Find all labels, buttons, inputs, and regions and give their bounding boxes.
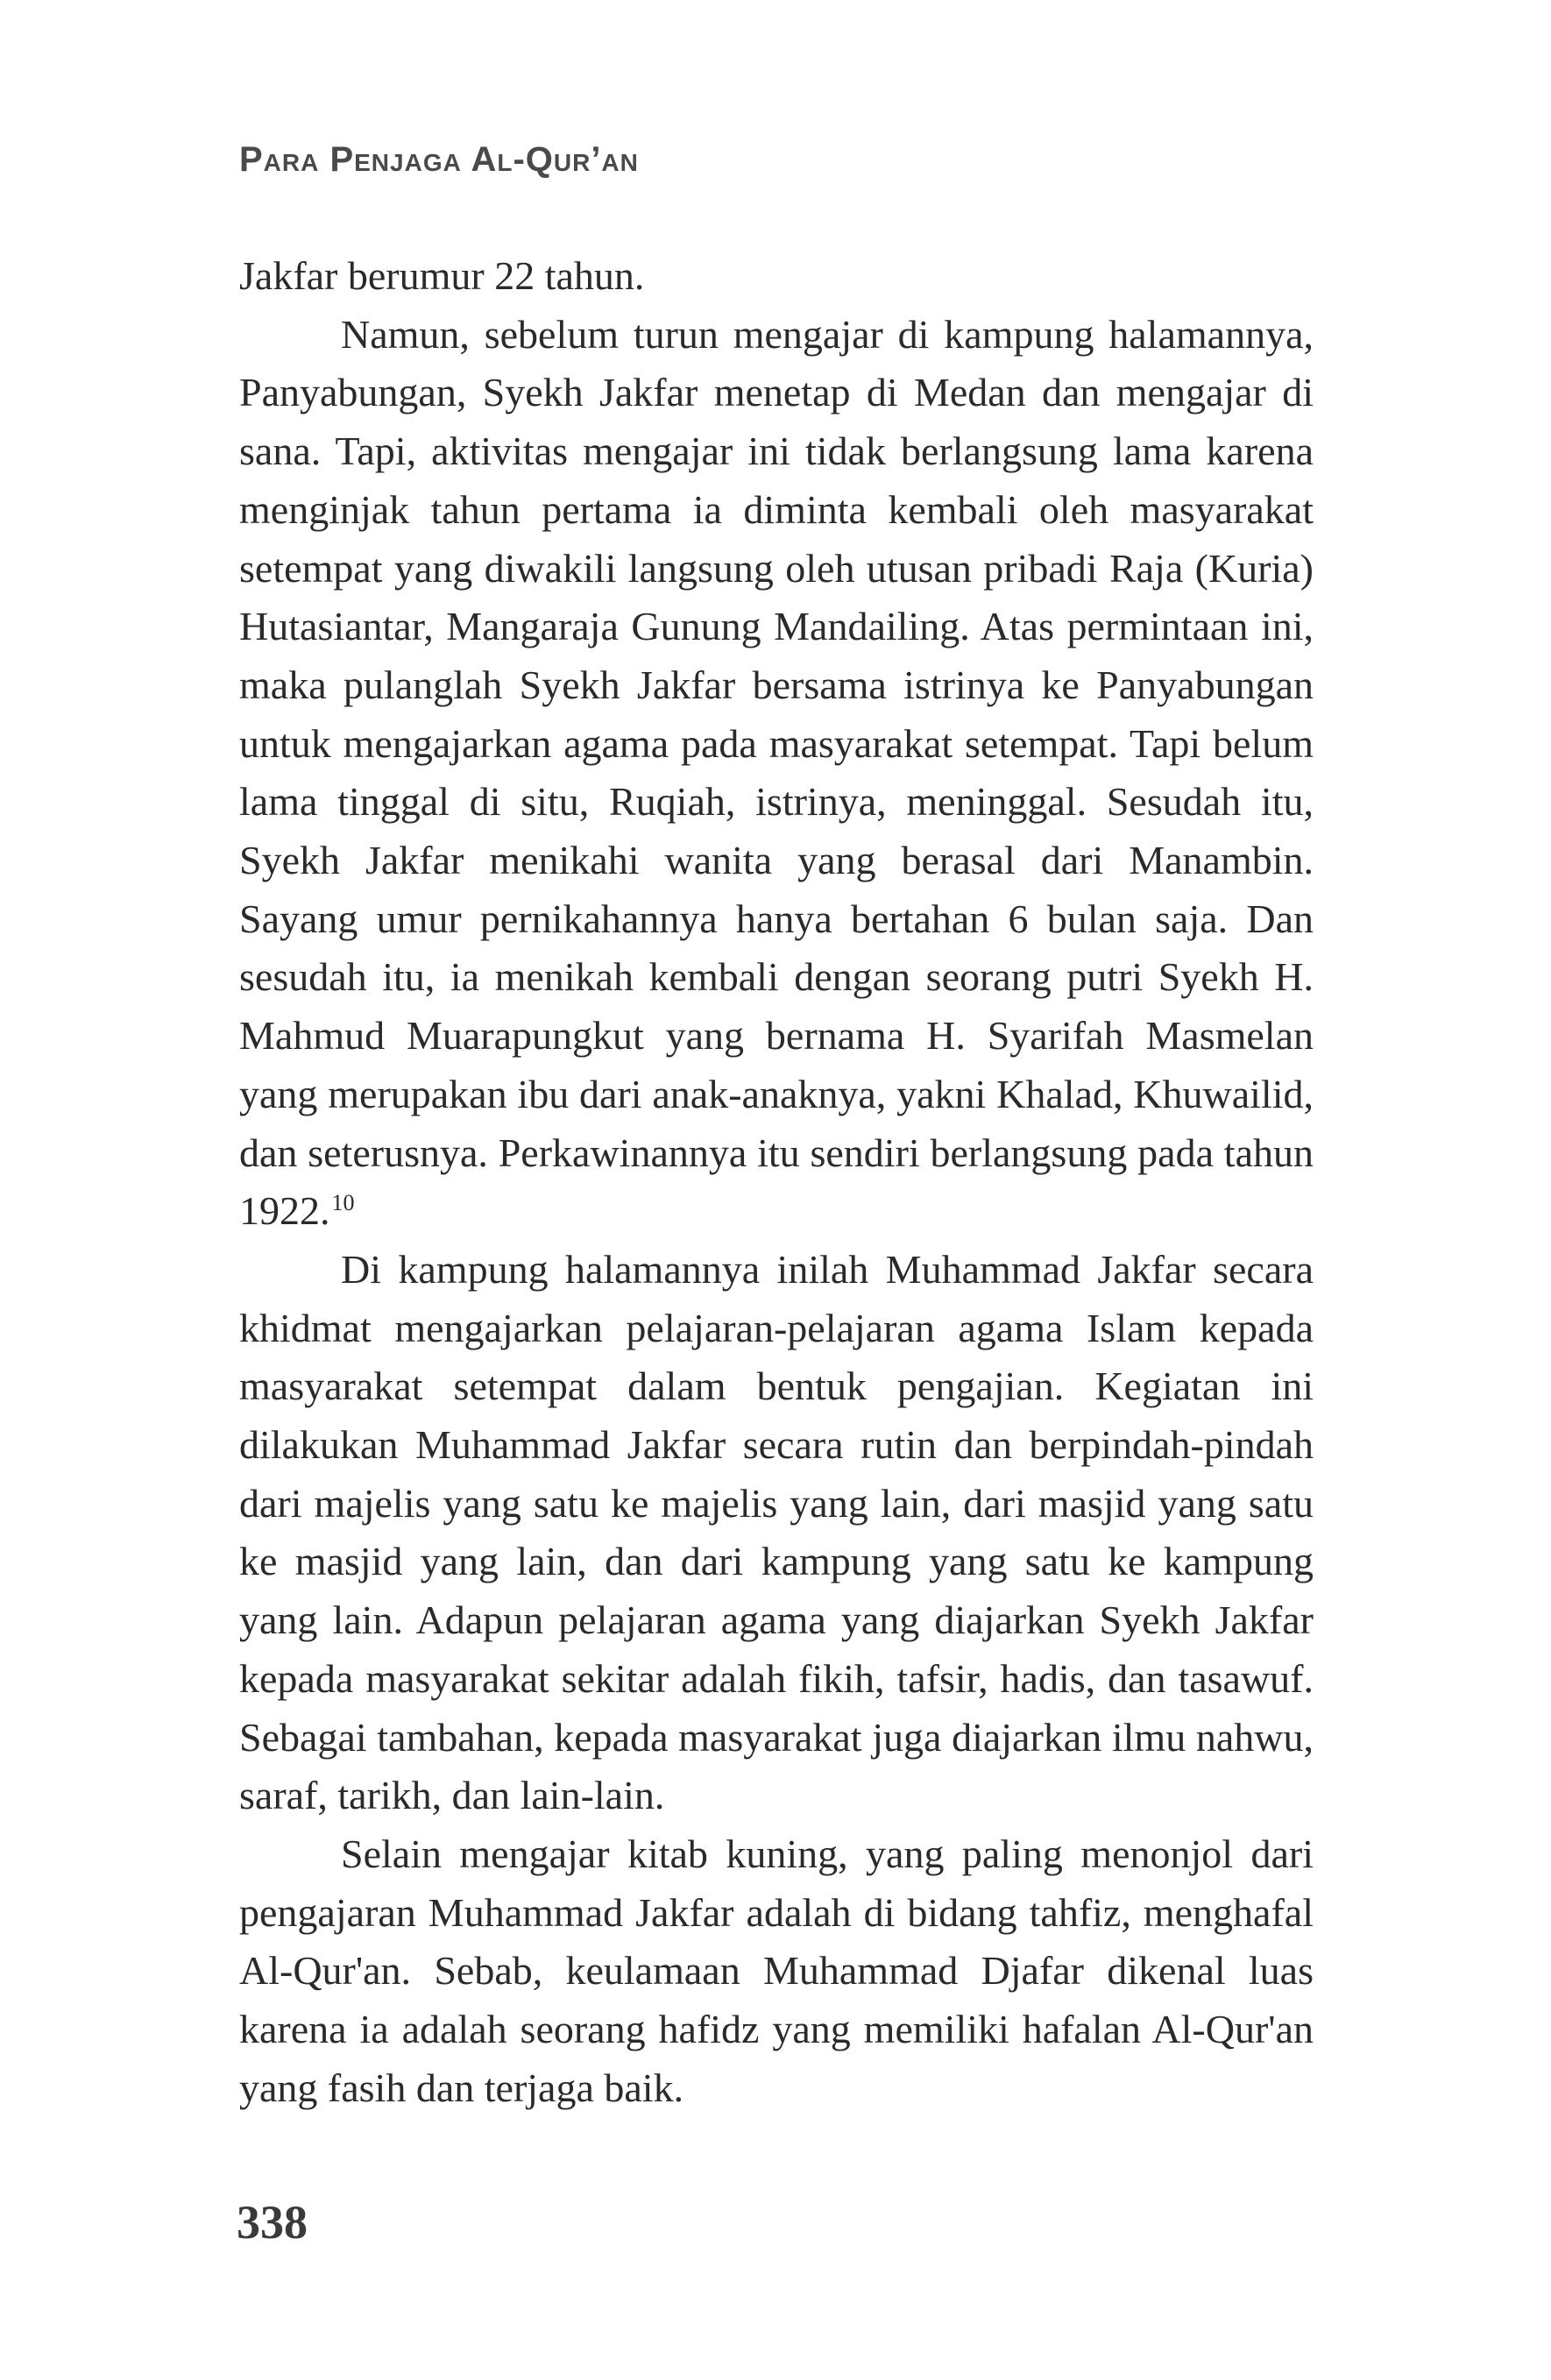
paragraph-3: Di kampung halamannya inilah Muhammad Jakfar secara khidmat mengajarkan pelajaran-pelajaran agama Islam kepada masyarakat setempat dalam bentuk pengajian. Kegiatan ini dilakukan Muhammad Jakfar secara rutin dan berpindah-pindah dari majelis yang satu ke majelis yang lain, dari masjid yang satu ke masjid yang lain, dan dari kampung yang satu ke kampung yang lain. Adapun pelajaran agama yang diajarkan Syekh Jakfar kepada masyarakat sekitar adalah fikih, tafsir, hadis, dan tasawuf. Sebagai tambahan, kepada masyarakat juga diajarkan ilmu nahwu, saraf, tarikh, dan lain-lain. bbox=[239, 1246, 1314, 1818]
page-number: 338 bbox=[237, 2196, 308, 2249]
running-head: Para Penjaga Al-Qur’an bbox=[239, 140, 639, 179]
paragraph-4: Selain mengajar kitab kuning, yang paling menonjol dari pengajaran Muhammad Jakfar adalah di bidang tahfiz, menghafal Al-Qur'an. Sebab, keulamaan Muhammad Djafar dikenal luas karena ia adalah seorang hafidz yang memiliki hafalan Al-Qur'an yang fasih dan terjaga baik. bbox=[239, 1831, 1314, 2110]
paragraph-1: Jakfar berumur 22 tahun. bbox=[239, 253, 645, 298]
footnote-marker: 10 bbox=[331, 1189, 355, 1215]
paragraph-2-text: Namun, sebelum turun mengajar di kampung halamannya, Panyabungan, Syekh Jakfar menetap di Medan dan mengajar di sana. Tapi, aktivitas mengajar ini tidak berlangsung lama karena menginjak tahun pertama ia diminta kembali oleh masyarakat setempat yang diwakili langsung oleh utusan pribadi Raja (Kuria) Hutasiantar, Mangaraja Gunung Mandailing. Atas permintaan ini, maka pulanglah Syekh Jakfar bersama istrinya ke Panyabungan untuk mengajarkan agama pada masyarakat setempat. Tapi belum lama tinggal di situ, Ruqiah, istrinya, meninggal. Sesudah itu, Syekh Jakfar menikahi wanita yang berasal dari Manambin. Sayang umur pernikahannya hanya bertahan 6 bulan saja. Dan sesudah itu, ia menikah kembali dengan seorang putri Syekh H. Mahmud Muarapungkut yang bernama H. Syarifah Masmelan yang merupakan ibu dari anak-anaknya, yakni Khalad, Khuwailid, dan seterusnya. Perkawinannya itu sendiri berlangsung pada tahun 1922. bbox=[239, 311, 1314, 1234]
body-text bbox=[239, 247, 1314, 2118]
paragraph-2 bbox=[239, 306, 1314, 1241]
